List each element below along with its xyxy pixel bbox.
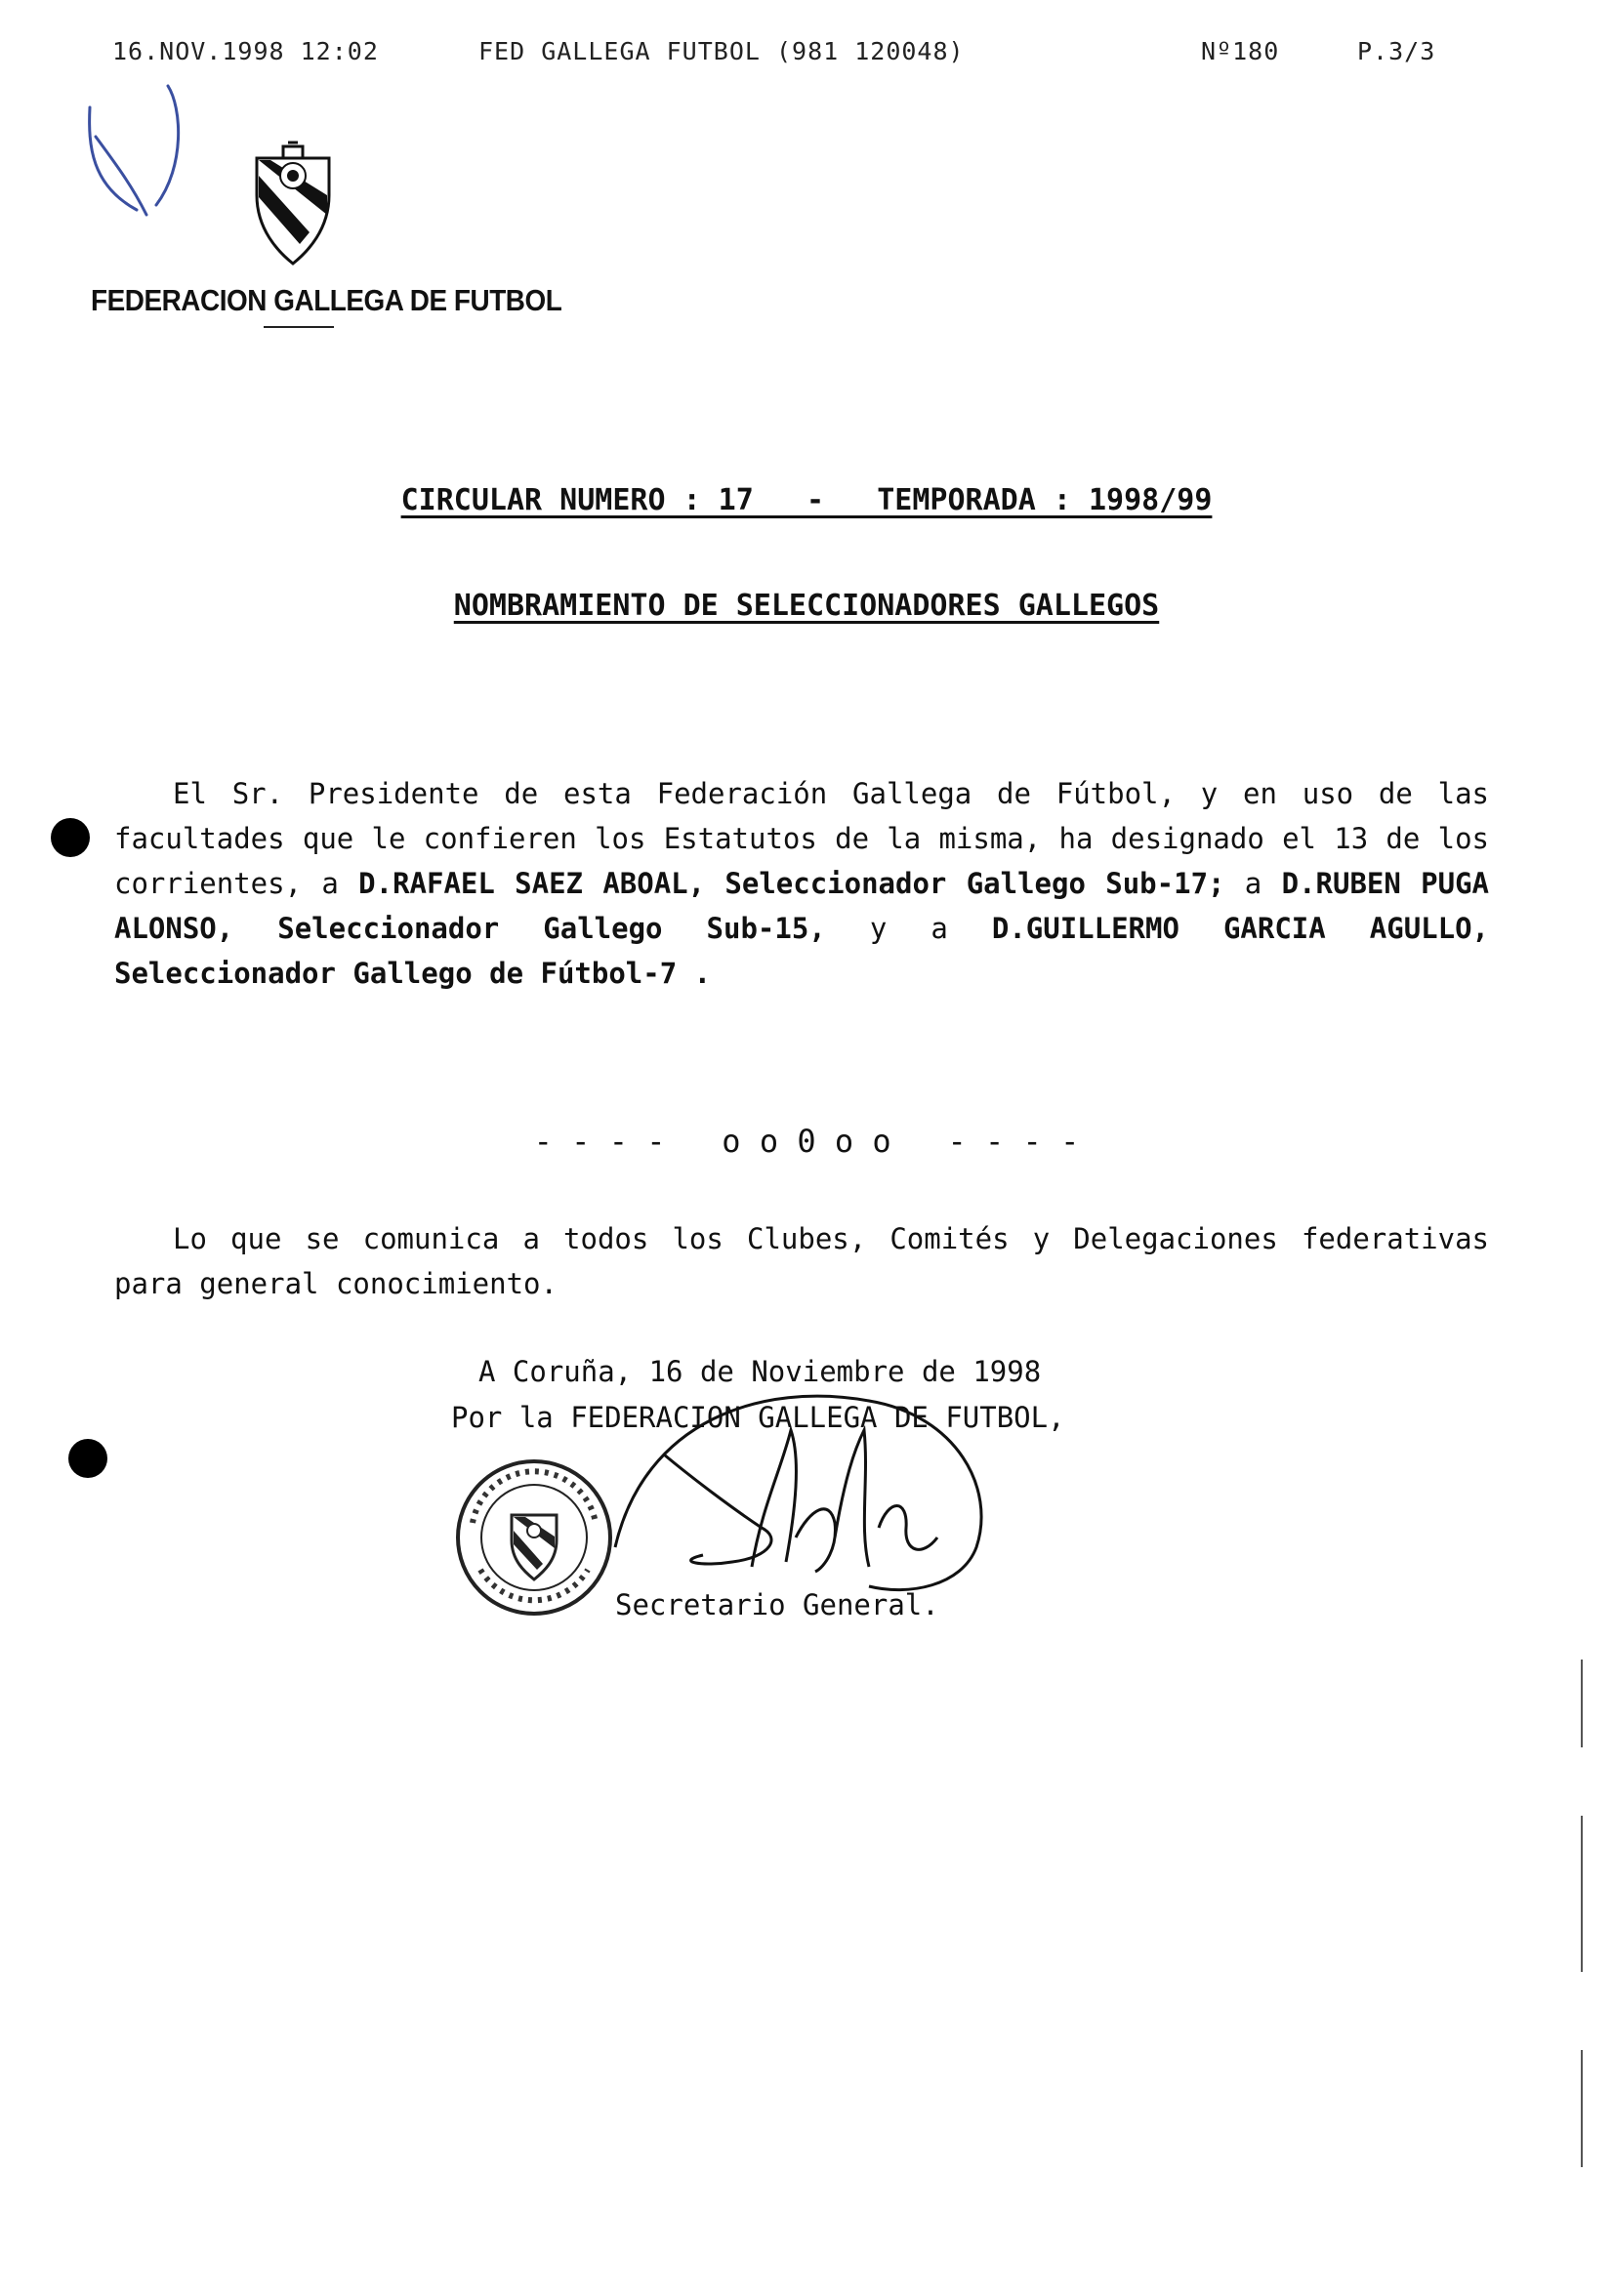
circular-title: CIRCULAR NUMERO : 17 - TEMPORADA : 1998/99 bbox=[400, 483, 1213, 517]
scan-edge-mark bbox=[1581, 2050, 1583, 2167]
fax-datetime: 16.NOV.1998 12:02 bbox=[112, 37, 379, 65]
handwritten-initial-mark bbox=[78, 78, 195, 234]
appointee-2: D.RUBEN PUGA ALONSO, Seleccionador Gallego Sub-15, bbox=[114, 867, 1489, 945]
appointee-3: D.GUILLERMO GARCIA AGULLO, Seleccionador Gallego de Fútbol-7 . bbox=[114, 912, 1489, 990]
signature-handwriting bbox=[586, 1362, 1006, 1616]
organization-name: FEDERACION GALLEGA DE FUTBOL bbox=[91, 283, 562, 317]
fax-sender: FED GALLEGA FUTBOL (981 120048) bbox=[478, 37, 965, 65]
fax-header bbox=[0, 37, 1613, 76]
scan-edge-mark bbox=[1581, 1816, 1583, 1972]
appointment-paragraph bbox=[114, 771, 1489, 996]
connector-y: y a bbox=[825, 912, 992, 945]
letterhead-rule bbox=[264, 326, 334, 328]
on-behalf-line: Por la FEDERACION GALLEGA DE FUTBOL, bbox=[451, 1401, 1065, 1434]
fax-page: P.3/3 bbox=[1357, 37, 1436, 65]
federation-shield-icon bbox=[249, 137, 337, 268]
fax-number: Nº180 bbox=[1201, 37, 1280, 65]
signer-role: Secretario General. bbox=[615, 1588, 939, 1621]
connector-a: a bbox=[1224, 867, 1282, 900]
communication-text: Lo que se comunica a todos los Clubes, Comités y Delegaciones federativas para general conocimiento. bbox=[114, 1222, 1489, 1300]
section-separator: - - - - o o 0 o o - - - - bbox=[533, 1123, 1080, 1160]
paragraph-intro: El Sr. Presidente de esta Federación Gallega de Fútbol, y en uso de las facultades que le confieren los Estatutos de la misma, ha designado el 13 de los corrientes, a bbox=[114, 777, 1489, 900]
punch-hole-top bbox=[51, 818, 90, 857]
circular-subject: NOMBRAMIENTO DE SELECCIONADORES GALLEGOS bbox=[453, 589, 1160, 623]
place-date: A Coruña, 16 de Noviembre de 1998 bbox=[478, 1355, 1042, 1388]
communication-paragraph bbox=[114, 1216, 1489, 1306]
punch-hole-bottom bbox=[68, 1439, 107, 1478]
scan-edge-mark bbox=[1581, 1660, 1583, 1747]
appointee-1: D.RAFAEL SAEZ ABOAL, Seleccionador Gallego Sub-17; bbox=[358, 867, 1225, 900]
